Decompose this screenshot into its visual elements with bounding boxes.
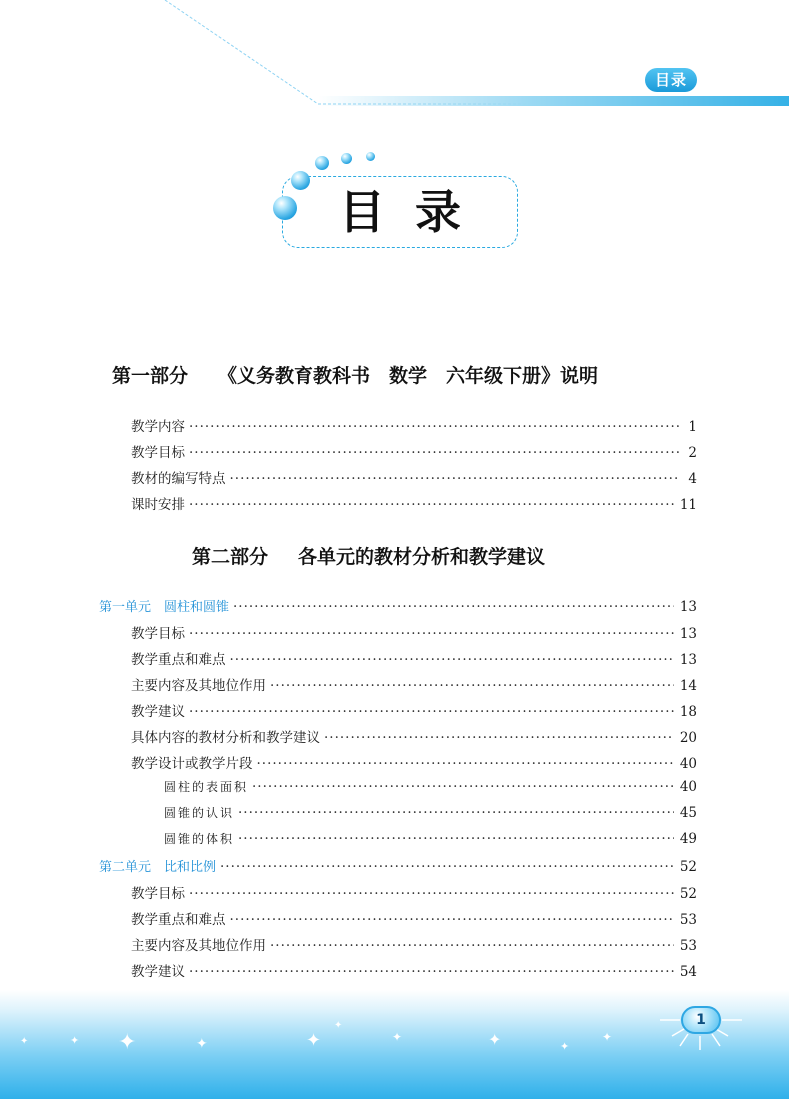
leader-dots xyxy=(189,497,674,513)
leader-dots xyxy=(189,704,674,720)
toc-unit-label: 第一单元 圆柱和圆锥 xyxy=(99,600,230,615)
sparkle-icon: ✦ xyxy=(334,1020,343,1031)
toc-entry-label: 教学目标 xyxy=(131,626,185,642)
toc-unit-label: 第二单元 比和比例 xyxy=(99,860,217,875)
toc-entry-page: 13 xyxy=(679,626,697,642)
page-title: 目录 xyxy=(339,185,491,239)
leader-dots xyxy=(238,805,674,821)
page-number: 1 xyxy=(681,1006,721,1034)
toc-entry[interactable] xyxy=(131,726,697,746)
leader-dots xyxy=(230,652,674,668)
toc-entry-label: 教学目标 xyxy=(131,886,185,902)
toc-entry[interactable] xyxy=(131,441,697,461)
part2-heading xyxy=(192,542,545,569)
toc-entry[interactable] xyxy=(131,622,697,642)
leader-dots xyxy=(220,859,674,875)
sparkle-icon: ✦ xyxy=(20,1036,29,1047)
sparkle-icon: ✦ xyxy=(118,1030,137,1055)
part1-title: 《义务教育教科书 数学 六年级下册》说明 xyxy=(218,365,599,387)
header-decoration xyxy=(0,0,789,110)
toc-subentry-label: 圆柱的表面积 xyxy=(164,780,249,794)
header-badge: 目录 xyxy=(645,68,697,92)
toc-entry[interactable] xyxy=(131,700,697,720)
leader-dots xyxy=(270,678,674,694)
bubble-icon xyxy=(341,153,352,164)
leader-dots xyxy=(189,886,674,902)
toc-entry-page: 14 xyxy=(679,678,697,694)
toc-entry[interactable] xyxy=(131,648,697,668)
toc-entry-label: 主要内容及其地位作用 xyxy=(131,938,266,954)
toc-entry-page: 1 xyxy=(688,419,697,435)
toc-entry[interactable] xyxy=(131,752,697,772)
part1-heading xyxy=(112,361,598,388)
toc-entry-page: 49 xyxy=(679,831,697,847)
toc-entry-page: 54 xyxy=(679,964,697,980)
toc-entry[interactable] xyxy=(131,960,697,980)
part2-title: 各单元的教材分析和教学建议 xyxy=(298,546,546,568)
bubble-icon xyxy=(315,156,329,170)
sparkle-icon: ✦ xyxy=(560,1040,570,1053)
bubble-icon xyxy=(366,152,375,161)
toc-subentry-label: 圆锥的认识 xyxy=(164,806,235,820)
toc-entry-page: 53 xyxy=(679,938,697,954)
toc-entry[interactable] xyxy=(131,467,697,487)
toc-entry-label: 教学重点和难点 xyxy=(131,652,226,668)
sparkle-icon: ✦ xyxy=(392,1030,403,1044)
toc-entry[interactable] xyxy=(131,908,697,928)
toc-entry-page: 53 xyxy=(679,912,697,928)
leader-dots xyxy=(230,912,674,928)
leader-dots xyxy=(189,419,679,435)
toc-entry-label: 主要内容及其地位作用 xyxy=(131,678,266,694)
toc-subentry[interactable] xyxy=(164,778,697,795)
part1-label: 第一部分 xyxy=(112,365,189,387)
toc-entry[interactable] xyxy=(131,934,697,954)
part2-label: 第二部分 xyxy=(192,546,269,568)
header-band xyxy=(318,96,789,106)
toc-entry-page: 11 xyxy=(679,497,697,513)
toc-entry[interactable] xyxy=(131,674,697,694)
leader-dots xyxy=(189,445,679,461)
toc-entry-page: 40 xyxy=(679,779,697,795)
leader-dots xyxy=(238,831,674,847)
toc-entry-page: 4 xyxy=(688,471,697,487)
leader-dots xyxy=(252,779,674,795)
toc-entry-label: 课时安排 xyxy=(131,497,185,513)
toc-subentry[interactable] xyxy=(164,804,697,821)
toc-entry[interactable] xyxy=(131,415,697,435)
leader-dots xyxy=(230,471,680,487)
toc-subentry-label: 圆锥的体积 xyxy=(164,832,235,846)
sparkle-icon: ✦ xyxy=(306,1030,322,1051)
leader-dots xyxy=(324,730,674,746)
toc-entry-page: 13 xyxy=(679,599,697,615)
toc-entry-label: 教学设计或教学片段 xyxy=(131,756,253,772)
toc-entry-page: 2 xyxy=(688,445,697,461)
toc-entry-page: 40 xyxy=(679,756,697,772)
toc-entry-label: 具体内容的教材分析和教学建议 xyxy=(131,730,320,746)
toc-entry-page: 18 xyxy=(679,704,697,720)
sparkle-icon: ✦ xyxy=(602,1030,613,1044)
sparkle-icon: ✦ xyxy=(196,1036,208,1052)
toc-unit[interactable] xyxy=(99,596,697,615)
toc-subentry[interactable] xyxy=(164,830,697,847)
toc-entry[interactable] xyxy=(131,493,697,513)
toc-unit[interactable] xyxy=(99,856,697,875)
toc-entry-page: 52 xyxy=(679,886,697,902)
leader-dots xyxy=(233,599,674,615)
toc-entry-label: 教学建议 xyxy=(131,704,185,720)
toc-entry-label: 教材的编写特点 xyxy=(131,471,226,487)
toc-entry[interactable] xyxy=(131,882,697,902)
toc-entry-label: 教学目标 xyxy=(131,445,185,461)
toc-entry-page: 13 xyxy=(679,652,697,668)
leader-dots xyxy=(270,938,674,954)
toc-entry-label: 教学建议 xyxy=(131,964,185,980)
toc-entry-page: 20 xyxy=(679,730,697,746)
toc-entry-page: 52 xyxy=(679,859,697,875)
sparkle-icon: ✦ xyxy=(70,1034,80,1047)
leader-dots xyxy=(189,626,674,642)
sparkle-icon: ✦ xyxy=(488,1030,502,1049)
leader-dots xyxy=(189,964,674,980)
toc-entry-label: 教学重点和难点 xyxy=(131,912,226,928)
leader-dots xyxy=(257,756,674,772)
toc-entry-page: 45 xyxy=(679,805,697,821)
toc-entry-label: 教学内容 xyxy=(131,419,185,435)
